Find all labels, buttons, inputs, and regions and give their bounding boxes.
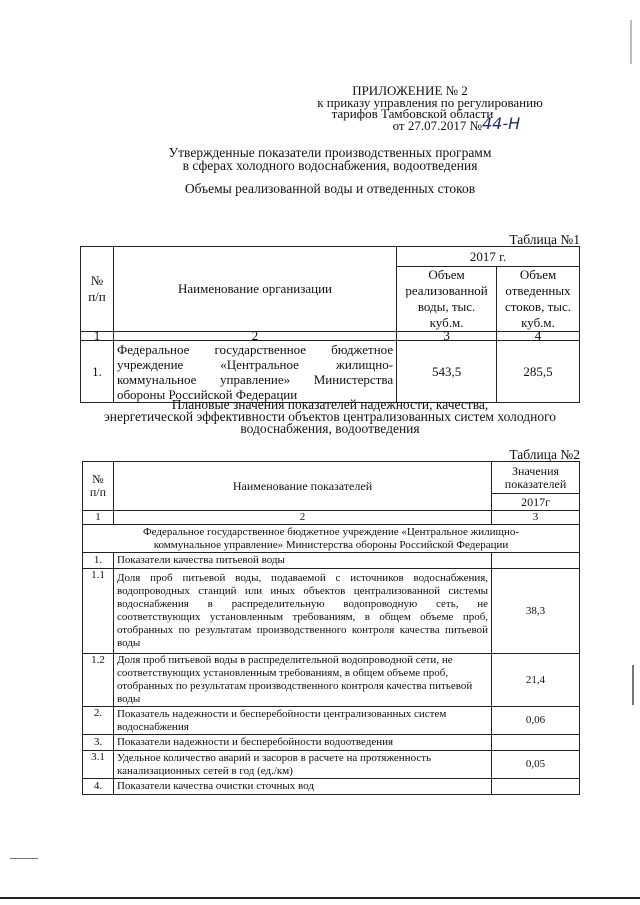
order-line-1: к приказу управления по регулированию: [317, 95, 543, 110]
t2-col-values: Значения показателей: [492, 462, 580, 494]
t2-col-num: № п/п: [83, 462, 114, 511]
table-row: [83, 654, 580, 707]
t2-org-line-1: Федеральное государственное бюджетное учреждение «Центральное жилищно-: [142, 525, 520, 538]
table-2-label: Таблица №2: [509, 447, 580, 462]
section-2-line-3: водоснабжения, водоотведения: [240, 421, 420, 436]
t2-row-num: 3.: [83, 735, 114, 751]
t2-org-row: [83, 525, 580, 553]
t2-row-num: 3.1: [83, 751, 114, 779]
table-2: [82, 461, 580, 795]
table-1-label: Таблица №1: [509, 232, 580, 247]
scan-speck: [630, 20, 632, 64]
appendix-title: ПРИЛОЖЕНИЕ № 2: [352, 83, 468, 98]
order-line-2: тарифов Тамбовской области: [331, 106, 494, 121]
t2-row-value: 0,05: [492, 751, 580, 779]
t1-index: 4: [497, 332, 580, 341]
table-row: [83, 569, 580, 654]
t1-row-sold: 543,5: [397, 341, 497, 403]
t2-row-value: [492, 779, 580, 795]
t2-row-value: [492, 735, 580, 751]
t2-row-value: 0,06: [492, 707, 580, 735]
table-row: [83, 751, 580, 779]
t2-row-name: Доля проб питьевой воды, подаваемой с источников водоснабжения, водопроводных станций или иных объектов централизованной системы водоснабжения в распределительную водопроводную сеть, не соответствующих установленным требованиям, в общем объеме проб, отобранных по результатам производственного контроля качества питьевой воды: [113, 569, 491, 654]
t2-row-name: Удельное количество аварий и засоров в расчете на протяженность канализационных сетей в год (ед./км): [113, 751, 491, 779]
t1-row-num: 1.: [81, 341, 114, 403]
t2-row-num: 2.: [83, 707, 114, 735]
t2-index: 1: [83, 511, 114, 525]
t2-row-value: 21,4: [492, 654, 580, 707]
table-row: [83, 735, 580, 751]
t2-row-value: [492, 553, 580, 569]
handwritten-number: 44-Н: [482, 114, 521, 133]
section-1-title: Объемы реализованной воды и отведенных стоков: [184, 181, 476, 196]
t1-row-waste: 285,5: [497, 341, 580, 403]
table-row: [83, 779, 580, 795]
t2-row-num: 1.2: [83, 654, 114, 707]
t2-row-num: 1.1: [83, 569, 114, 654]
table-row: [83, 553, 580, 569]
scan-speck: [632, 665, 634, 705]
intro-line-2: в сферах холодного водоснабжения, водоотведения: [182, 158, 478, 173]
t1-year: 2017 г.: [397, 247, 580, 267]
t2-org-line-2: коммунальное управление» Министерства обороны Российской Федерации: [153, 538, 509, 551]
t2-row-name: Показатели надежности и бесперебойности водоотведения: [113, 735, 491, 751]
order-line-3: от 27.07.2017 №: [392, 118, 482, 133]
t2-year: 2017г: [492, 494, 580, 511]
t1-row-org: Федеральное государственное бюджетное учреждение «Центральное жилищно-коммунальное управление» Министерства обороны Российской Федерации: [113, 341, 396, 403]
t2-index: 2: [113, 511, 491, 525]
t2-row-num: 4.: [83, 779, 114, 795]
t2-row-name: Показатель надежности и бесперебойности централизованных систем водоснабжения: [113, 707, 491, 735]
t2-row-num: 1.: [83, 553, 114, 569]
t1-col-org: Наименование организации: [113, 247, 396, 332]
t2-row-name: Показатели качества очистки сточных вод: [113, 779, 491, 795]
intro-line-1: Утвержденные показатели производственных программ: [168, 145, 492, 160]
scan-speck: [10, 858, 38, 859]
section-2-line-1: Плановые значения показателей надежности, качества,: [171, 397, 489, 412]
section-2-line-2: энергетической эффективности объектов централизованных систем холодного: [103, 409, 557, 424]
scan-edge-line: [0, 897, 640, 899]
table-row: [83, 707, 580, 735]
t1-index: 3: [397, 332, 497, 341]
table-1: [80, 246, 580, 403]
t2-row-value: 38,3: [492, 569, 580, 654]
t2-row-name: Показатели качества питьевой воды: [113, 553, 491, 569]
t2-row-name: Доля проб питьевой воды в распределительной водопроводной сети, не соответствующих установленным требованиям, в общем объеме проб, отобранных по результатам производственного контроля качества питьевой воды: [113, 654, 491, 707]
t1-index: 2: [113, 332, 396, 341]
t1-index: 1: [81, 332, 114, 341]
t1-col-sold: Объем реализованной воды, тыс. куб.м.: [397, 267, 497, 332]
t1-col-num: № п/п: [81, 247, 114, 332]
t2-index: 3: [492, 511, 580, 525]
t2-col-name: Наименование показателей: [113, 462, 491, 511]
t1-col-waste: Объем отведенных стоков, тыс. куб.м.: [497, 267, 580, 332]
